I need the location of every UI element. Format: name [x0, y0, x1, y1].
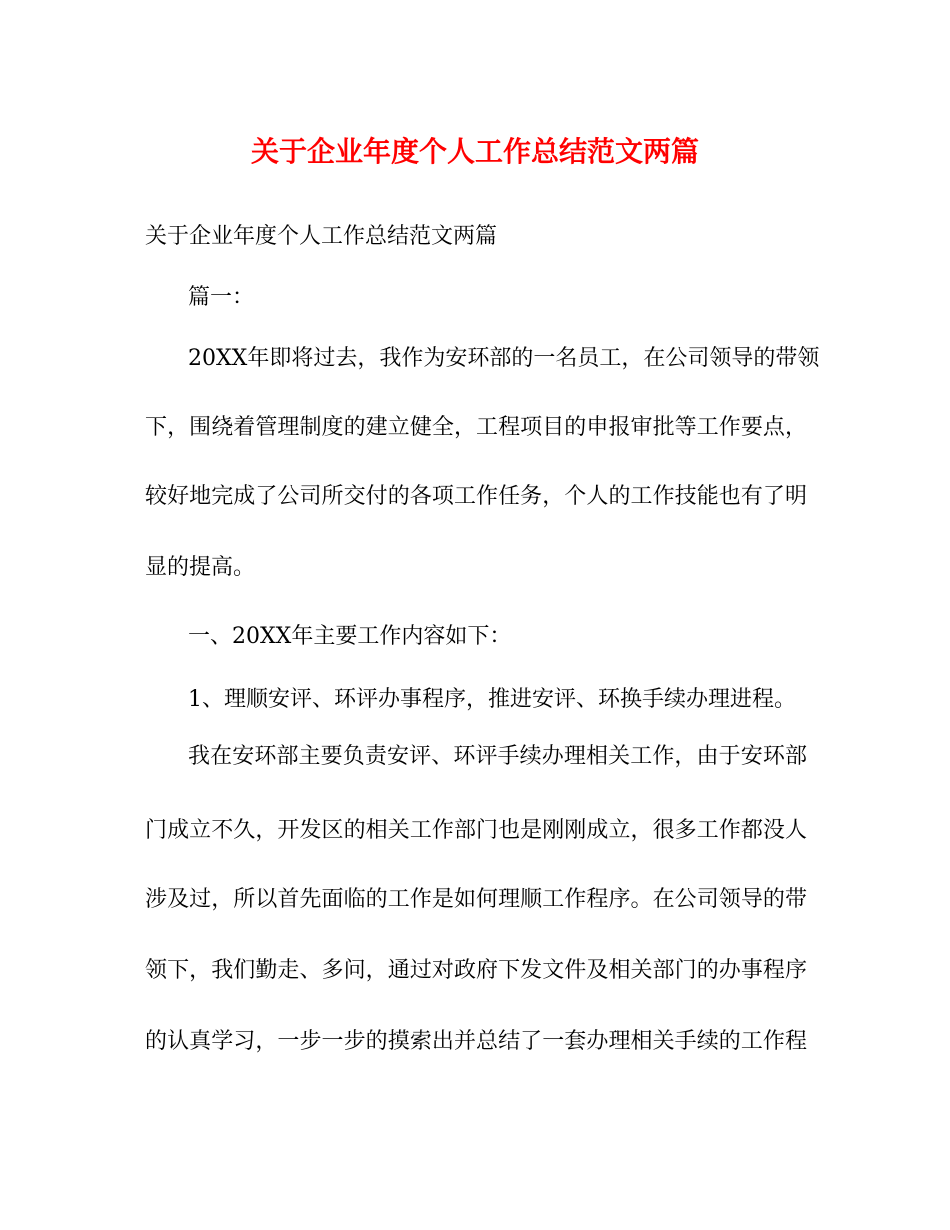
paragraph-line: 门成立不久，开发区的相关工作部门也是刚刚成立，很多工作都没人 [145, 818, 807, 843]
paragraph-line: 涉及过，所以首先面临的工作是如何理顺工作程序。在公司领导的带 [145, 887, 807, 912]
paragraph-line: 的认真学习，一步一步的摸索出并总结了一套办理相关手续的工作程 [145, 1029, 807, 1054]
paragraph-line: 显的提高。 [145, 555, 256, 580]
subtitle-line: 关于企业年度个人工作总结范文两篇 [145, 224, 498, 249]
list-heading: 一、20XX年主要工作内容如下： [188, 624, 512, 649]
paragraph-line: 较好地完成了公司所交付的各项工作任务，个人的工作技能也有了明 [145, 484, 807, 509]
paragraph-line: 下，围绕着管理制度的建立健全，工程项目的申报审批等工作要点， [145, 415, 807, 440]
list-item: 1、理顺安评、环评办事程序，推进安评、环换手续办理进程。 [188, 687, 796, 712]
paragraph-line: 我在安环部主要负责安评、环评手续办理相关工作，由于安环部 [188, 744, 807, 769]
document-title: 关于企业年度个人工作总结范文两篇 [250, 135, 699, 168]
paragraph-line: 20XX年即将过去，我作为安环部的一名员工，在公司领导的带领 [188, 346, 820, 371]
paragraph-line: 领下，我们勤走、多问，通过对政府下发文件及相关部门的办事程序 [145, 958, 807, 983]
section-heading: 篇一： [188, 285, 255, 310]
